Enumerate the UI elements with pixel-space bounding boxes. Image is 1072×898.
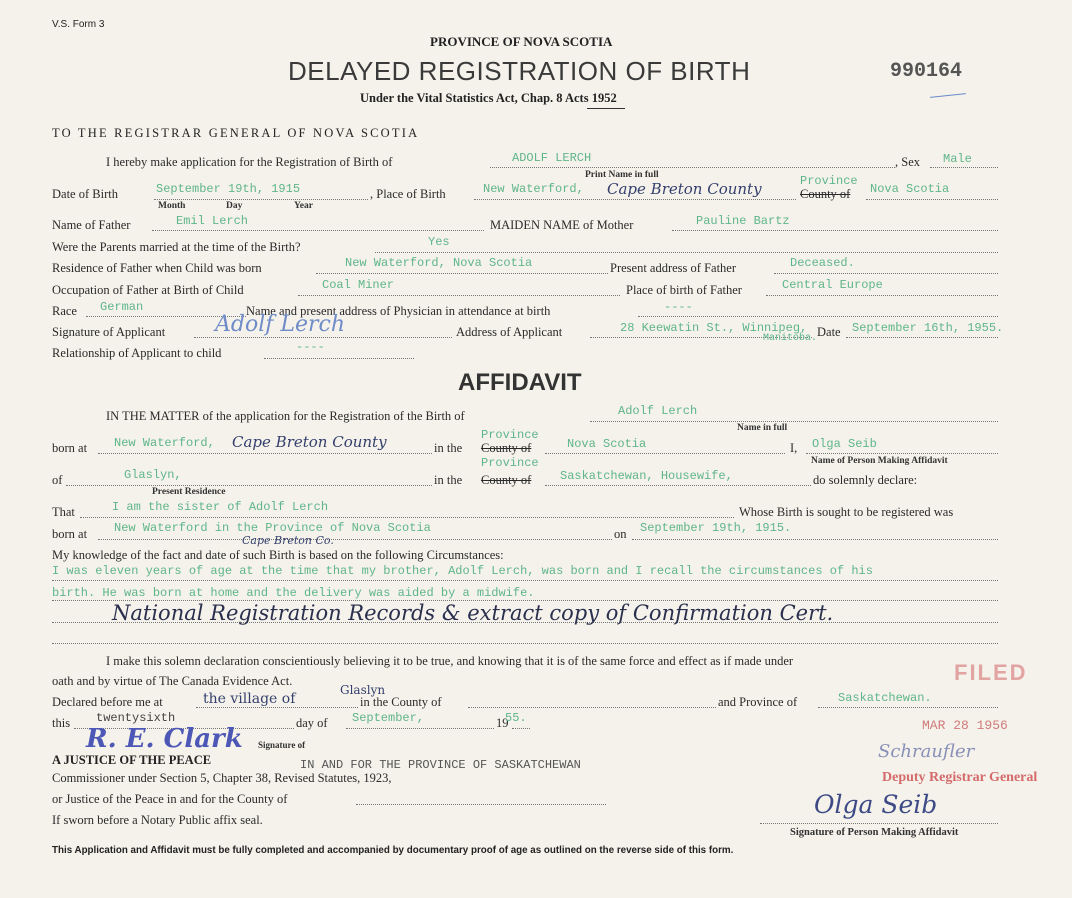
present-address-label: Present address of Father: [610, 261, 737, 275]
pob-label: , Place of Birth: [370, 187, 446, 201]
born-at-label-2: born at: [52, 527, 88, 541]
dob-value: September 19th, 1915: [156, 182, 301, 196]
jp-line-a: A JUSTICE OF THE PEACE: [52, 753, 212, 767]
this-day: twentysixth: [96, 711, 176, 725]
year-prefix: 19: [496, 716, 509, 730]
circumstance-line-2: birth. He was born at home and the delivery was aided by a midwife.: [52, 586, 535, 600]
on-value: September 19th, 1915.: [640, 521, 792, 535]
in-county-label: in the County of: [360, 695, 442, 709]
province-word-1: Province: [800, 174, 858, 188]
father-birthplace-value: Central Europe: [782, 278, 883, 292]
born-at-handwritten: Cape Breton County: [232, 433, 387, 451]
province-word-2: Province: [481, 428, 539, 442]
knowledge-handwritten: Cape Breton Co.: [242, 534, 334, 547]
that-label: That: [52, 505, 75, 519]
dob-label: Date of Birth: [52, 187, 118, 201]
county-of-label-1: County of: [800, 187, 851, 201]
declared-month: September,: [352, 711, 425, 725]
married-value: Yes: [428, 235, 450, 249]
date-label: Date: [817, 325, 841, 339]
name-in-full-hint: Name in full: [737, 423, 788, 433]
residence-label: Residence of Father when Child was born: [52, 261, 262, 275]
year-hint: Year: [294, 201, 313, 211]
affiant-signature-hint: Signature of Person Making Affidavit: [790, 827, 959, 838]
applicant-signature: Adolf Lerch: [215, 312, 346, 337]
day-of-label: day of: [296, 716, 328, 730]
province-word-3: Province: [481, 456, 539, 470]
declared-at: the village of: [203, 691, 296, 707]
registrar-signature: Schraufler: [878, 741, 975, 762]
affidavit-heading: AFFIDAVIT: [458, 369, 582, 396]
child-name: ADOLF LERCH: [512, 151, 592, 165]
notary-line: If sworn before a Notary Public affix seal.: [52, 813, 263, 827]
physician-label: Name and present address of Physician in attendance at birth: [246, 304, 551, 318]
affiant-residence: Glaslyn,: [124, 468, 182, 482]
i-label: I,: [790, 441, 798, 455]
of-label: of: [52, 473, 63, 487]
born-at-label: born at: [52, 441, 88, 455]
solemn-line-2: oath and by virtue of The Canada Evidence Act.: [52, 674, 293, 688]
pob-handwritten: Cape Breton County: [607, 180, 762, 198]
whose-birth-label: Whose Birth is sought to be registered was: [739, 505, 954, 519]
race-label: Race: [52, 304, 77, 318]
affiant-name: Olga Seib: [812, 437, 877, 451]
married-label: Were the Parents married at the time of the Birth?: [52, 240, 301, 254]
present-address-value: Deceased.: [790, 256, 855, 270]
print-name-hint: Print Name in full: [585, 170, 659, 180]
day-hint: Day: [226, 201, 243, 211]
subtitle-underline: [587, 108, 625, 109]
mother-label: MAIDEN NAME of Mother: [490, 218, 634, 232]
matter-label: IN THE MATTER of the application for the Registration of the Birth of: [106, 409, 465, 423]
this-label: this: [52, 716, 71, 730]
sex-label: , Sex: [895, 155, 920, 169]
father-label: Name of Father: [52, 218, 131, 232]
sex-value: Male: [943, 152, 972, 166]
filed-date-stamp: MAR 28 1956: [922, 718, 1008, 733]
applicant-address-label: Address of Applicant: [456, 325, 563, 339]
province-heading: PROVINCE OF NOVA SCOTIA: [430, 34, 613, 49]
declared-label: Declared before me at: [52, 695, 163, 709]
declared-year: 55.: [505, 711, 527, 725]
in-the-label-2: in the: [434, 473, 463, 487]
declared-town: Glaslyn: [340, 683, 386, 697]
solemn-line-1: I make this solemn declaration conscientiously believing it to be true, and knowing that it is of the same force and effect as if made under: [106, 654, 794, 668]
circumstance-line-1: I was eleven years of age at the time that my brother, Adolf Lerch, was born and I recall the circumstances of his: [52, 564, 873, 578]
signature-of-hint: Signature of: [258, 740, 306, 750]
father-value: Emil Lerch: [176, 214, 249, 228]
county-of-label-3: County of: [481, 473, 532, 487]
relationship-label: Relationship of Applicant to child: [52, 346, 222, 360]
knowledge-label: My knowledge of the fact and date of such Birth is based on the following Circumstances:: [52, 548, 504, 562]
residence-value: New Waterford, Nova Scotia: [345, 256, 533, 270]
justice-county-label: or Justice of the Peace in and for the County of: [52, 792, 288, 806]
mother-value: Pauline Bartz: [696, 214, 790, 228]
month-hint: Month: [158, 201, 186, 211]
born-province: Nova Scotia: [567, 437, 647, 451]
occupation-label: Occupation of Father at Birth of Child: [52, 283, 244, 297]
footer-note: This Application and Affidavit must be fully completed and accompanied by documentary proof of age as outlined on the reverse side of this form.: [52, 845, 734, 856]
applicant-address-line2: Manitoba.: [763, 333, 818, 344]
physician-value: ----: [664, 300, 693, 314]
affiant-signature: Olga Seib: [814, 790, 938, 819]
intro-label: I hereby make application for the Registration of Birth of: [106, 155, 393, 169]
born-at-value-2: New Waterford in the Province of Nova Scotia: [114, 521, 431, 535]
matter-name: Adolf Lerch: [618, 404, 698, 418]
circumstance-line-3: National Registration Records & extract copy of Confirmation Cert.: [112, 601, 834, 625]
race-value: German: [100, 300, 144, 314]
province-value: Nova Scotia: [870, 182, 950, 196]
commissioner-line: Commissioner under Section 5, Chapter 38, Revised Statutes, 1923,: [52, 771, 392, 785]
declared-province: Saskatchewan.: [838, 691, 932, 705]
pob-value: New Waterford,: [483, 182, 584, 196]
and-province-label: and Province of: [718, 695, 798, 709]
registrar-stamp: Deputy Registrar General: [882, 770, 1038, 785]
filed-stamp: FILED: [954, 660, 1028, 685]
date-value: September 16th, 1955.: [852, 321, 1004, 335]
declare-label: do solemnly declare:: [813, 473, 918, 487]
residence-hint: Present Residence: [152, 487, 226, 497]
document-subtitle: Under the Vital Statistics Act, Chap. 8 Acts 1952: [360, 91, 617, 105]
born-at-value: New Waterford,: [114, 436, 215, 450]
jp-signature: R. E. Clark: [86, 724, 243, 754]
on-label: on: [614, 527, 627, 541]
that-value: I am the sister of Adolf Lerch: [112, 500, 329, 514]
form-number: V.S. Form 3: [52, 19, 105, 30]
jp-line-b: IN AND FOR THE PROVINCE OF SASKATCHEWAN: [300, 758, 581, 772]
pen-mark: [930, 93, 966, 98]
signature-label: Signature of Applicant: [52, 325, 166, 339]
residence-province: Saskatchewan, Housewife,: [560, 469, 733, 483]
in-the-label-1: in the: [434, 441, 463, 455]
occupation-value: Coal Miner: [322, 278, 395, 292]
affiant-name-hint: Name of Person Making Affidavit: [811, 456, 948, 466]
relationship-value: ----: [296, 340, 325, 354]
county-of-label-2: County of: [481, 441, 532, 455]
document-title: DELAYED REGISTRATION OF BIRTH: [288, 56, 751, 86]
to-registrar: TO THE REGISTRAR GENERAL OF NOVA SCOTIA: [52, 126, 420, 140]
serial-number: 990164: [890, 60, 963, 83]
father-birthplace-label: Place of birth of Father: [626, 283, 742, 297]
applicant-address: 28 Keewatin St., Winnipeg,: [620, 321, 808, 335]
